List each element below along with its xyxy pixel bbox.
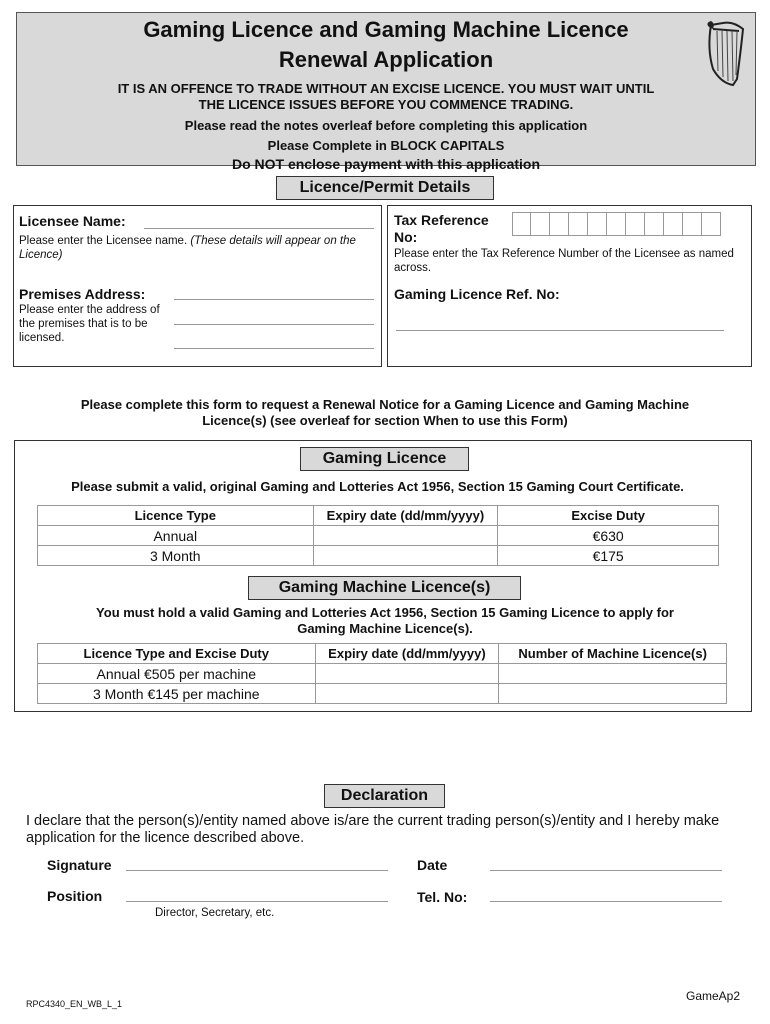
machine-count-input[interactable] [499,664,727,684]
signature-label: Signature [47,857,112,873]
declaration-title: Declaration [324,784,445,808]
premises-address-line1[interactable] [174,299,374,300]
premises-address-label: Premises Address: [19,286,146,302]
signature-input[interactable] [126,870,388,871]
table-header-row [38,506,719,526]
gaming-licence-title: Gaming Licence [300,447,469,471]
excise-duty-cell: €175 [498,546,719,566]
tax-reference-input[interactable] [512,212,721,236]
column-header: Excise Duty [498,506,719,526]
premises-address-note: Please enter the address of the premises that is to be licensed. [19,304,160,344]
gaming-machine-licence-note: You must hold a valid Gaming and Lotteries Act 1956, Section 15 Gaming Licence to apply for Gaming Machine Licence(s). [96,605,674,636]
column-header: Licence Type [38,506,314,526]
premises-address-line2[interactable] [174,324,374,325]
notes-instruction: Please read the notes overleaf before completing this application [184,118,588,133]
position-note: Director, Secretary, etc. [155,907,275,919]
form-title-line1: Gaming Licence and Gaming Machine Licence [143,17,629,42]
licence-type-cell: Annual [38,526,314,546]
position-input[interactable] [126,901,388,902]
licensee-box [13,205,382,367]
gaming-licence-note: Please submit a valid, original Gaming and Lotteries Act 1956, Section 15 Gaming Court Certificate. [71,479,684,494]
machine-count-input[interactable] [499,684,727,704]
tel-no-input[interactable] [490,901,722,902]
gaming-licence-table [37,505,719,566]
tel-no-label: Tel. No: [417,889,468,905]
table-row [38,684,727,704]
column-header: Expiry date (dd/mm/yyyy) [315,644,499,664]
expiry-date-input[interactable] [313,526,498,546]
premises-address-line3[interactable] [174,348,374,349]
tax-reference-label: Tax Reference No: [394,212,489,245]
column-header: Licence Type and Excise Duty [38,644,316,664]
header-banner [16,12,756,172]
position-label: Position [47,888,103,904]
expiry-date-input[interactable] [315,664,499,684]
table-row [38,546,719,566]
intro-text: Please complete this form to request a Renewal Notice for a Gaming Licence and Gaming Machine Licence(s) (see overleaf for section When to use this Form) [80,397,690,428]
licensee-name-input[interactable] [144,228,374,229]
licence-type-cell: 3 Month [38,546,314,566]
gaming-licence-ref-input[interactable] [396,330,724,331]
column-header: Number of Machine Licence(s) [499,644,727,664]
table-row [38,526,719,546]
form-code: RPC4340_EN_WB_L_1 [26,999,123,1009]
table-row [38,664,727,684]
column-header: Expiry date (dd/mm/yyyy) [313,506,498,526]
date-label: Date [417,857,448,873]
gaming-machine-licence-table [37,643,727,704]
table-header-row [38,644,727,664]
licensee-name-label: Licensee Name: [19,213,126,229]
gaming-licence-ref-label: Gaming Licence Ref. No: [394,286,560,302]
date-input[interactable] [490,870,722,871]
declaration-text: I declare that the person(s)/entity named above is/are the current trading person(s)/entity and I hereby make application for the licence described above. [26,813,720,846]
no-payment-instruction: Do NOT enclose payment with this application [231,156,541,172]
harp-emblem-icon [703,19,749,87]
licence-type-cell: 3 Month €145 per machine [38,684,316,704]
warning-line1: IT IS AN OFFENCE TO TRADE WITHOUT AN EXCISE LICENCE. YOU MUST WAIT UNTIL [117,81,655,96]
block-capitals-instruction: Please Complete in BLOCK CAPITALS [267,138,505,153]
expiry-date-input[interactable] [315,684,499,704]
warning-line2: THE LICENCE ISSUES BEFORE YOU COMMENCE TRADING. [198,97,574,112]
expiry-date-input[interactable] [313,546,498,566]
licensee-name-note: Please enter the Licensee name. (These details will appear on the Licence) [19,235,356,261]
excise-duty-cell: €630 [498,526,719,546]
licence-type-cell: Annual €505 per machine [38,664,316,684]
tax-reference-box [387,205,752,367]
form-title-line2: Renewal Application [278,47,494,72]
gaming-machine-licence-title: Gaming Machine Licence(s) [248,576,521,600]
tax-reference-note: Please enter the Tax Reference Number of the Licensee as named across. [394,248,734,274]
form-id: GameAp2 [686,989,741,1003]
licence-details-title: Licence/Permit Details [276,176,494,200]
